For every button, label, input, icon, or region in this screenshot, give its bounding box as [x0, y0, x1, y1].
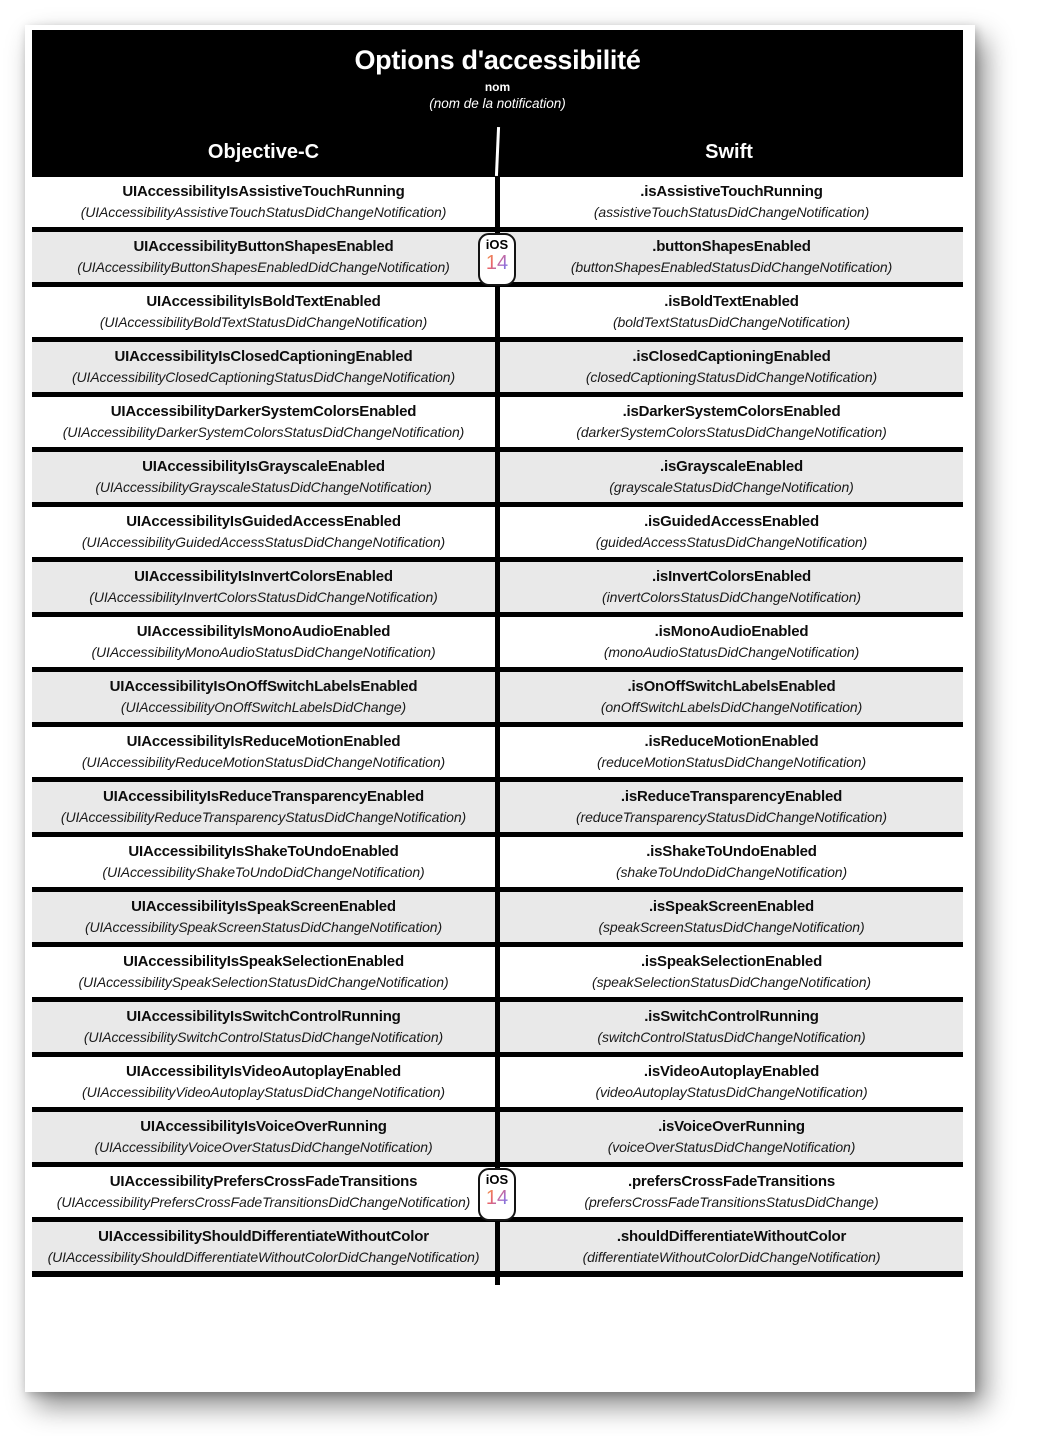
swift-api-name: .isVideoAutoplayEnabled — [643, 1063, 820, 1081]
swift-cell — [500, 617, 963, 667]
swift-api-name: .isSpeakScreenEnabled — [648, 898, 815, 916]
swift-cell — [500, 1167, 963, 1217]
objc-cell — [32, 1222, 495, 1271]
objc-notification-name: (UIAccessibilityVoiceOverStatusDidChangeNotification) — [94, 1139, 433, 1156]
ios-badge-version-label: 14 — [485, 252, 509, 275]
swift-cell — [500, 1057, 963, 1107]
swift-notification-name: (darkerSystemColorsStatusDidChangeNotification) — [576, 424, 887, 441]
objc-cell — [32, 947, 495, 997]
swift-notification-name: (guidedAccessStatusDidChangeNotification) — [595, 534, 868, 551]
objc-notification-name: (UIAccessibilityGrayscaleStatusDidChangeNotification) — [95, 479, 432, 496]
objc-cell — [32, 837, 495, 887]
swift-cell — [500, 562, 963, 612]
objc-notification-name: (UIAccessibilityMonoAudioStatusDidChangeNotification) — [91, 644, 436, 661]
objc-cell — [32, 1112, 495, 1162]
objc-notification-name: (UIAccessibilityGuidedAccessStatusDidChangeNotification) — [81, 534, 446, 551]
document-page — [25, 25, 975, 1392]
accessibility-options-table — [32, 30, 963, 1277]
objc-cell — [32, 342, 495, 392]
objc-api-name: UIAccessibilityIsVoiceOverRunning — [140, 1118, 387, 1136]
swift-api-name: .isMonoAudioEnabled — [654, 623, 809, 641]
swift-cell — [500, 397, 963, 447]
swift-notification-name: (reduceMotionStatusDidChangeNotification) — [596, 754, 867, 771]
swift-notification-name: (differentiateWithoutColorDidChangeNotification) — [582, 1248, 881, 1265]
objc-api-name: UIAccessibilityButtonShapesEnabled — [133, 238, 394, 256]
objc-api-name: UIAccessibilityIsMonoAudioEnabled — [136, 623, 391, 641]
objc-api-name: UIAccessibilityIsReduceTransparencyEnabled — [103, 788, 424, 806]
subtitle-nom: nom — [484, 80, 511, 94]
objc-cell — [32, 232, 495, 282]
objc-api-name: UIAccessibilityIsShakeToUndoEnabled — [128, 843, 399, 861]
swift-cell — [500, 232, 963, 282]
objc-notification-name: (UIAccessibilitySpeakScreenStatusDidChangeNotification) — [84, 919, 443, 936]
objc-api-name: UIAccessibilityIsVideoAutoplayEnabled — [126, 1063, 401, 1081]
objc-cell — [32, 177, 495, 227]
swift-cell — [500, 342, 963, 392]
objc-notification-name: (UIAccessibilityPrefersCrossFadeTransitionsDidChangeNotification) — [56, 1194, 471, 1211]
objc-notification-name: (UIAccessibilityVideoAutoplayStatusDidChangeNotification) — [82, 1084, 445, 1101]
subtitle-notification-note: (nom de la notification) — [429, 96, 566, 111]
objc-cell — [32, 672, 495, 722]
swift-cell — [500, 1112, 963, 1162]
objc-cell — [32, 452, 495, 502]
objc-api-name: UIAccessibilityIsGrayscaleEnabled — [142, 458, 385, 476]
objc-cell — [32, 507, 495, 557]
objc-notification-name: (UIAccessibilityClosedCaptioningStatusDidChangeNotification) — [71, 369, 456, 386]
swift-api-name: .isBoldTextEnabled — [664, 293, 799, 311]
objc-cell — [32, 562, 495, 612]
table-body — [32, 177, 963, 1277]
swift-cell — [500, 892, 963, 942]
objc-api-name: UIAccessibilityIsSpeakScreenEnabled — [131, 898, 396, 916]
objc-notification-name: (UIAccessibilityButtonShapesEnabledDidChangeNotification) — [77, 259, 450, 276]
swift-notification-name: (assistiveTouchStatusDidChangeNotification) — [593, 204, 870, 221]
swift-cell — [500, 507, 963, 557]
objc-api-name: UIAccessibilityIsBoldTextEnabled — [146, 293, 381, 311]
column-divider-line — [495, 177, 500, 1285]
table-header — [32, 30, 963, 177]
swift-api-name: .isSwitchControlRunning — [644, 1008, 819, 1026]
objc-notification-name: (UIAccessibilityReduceMotionStatusDidChangeNotification) — [81, 754, 446, 771]
swift-api-name: .isReduceTransparencyEnabled — [620, 788, 843, 806]
swift-cell — [500, 837, 963, 887]
swift-api-name: .isGrayscaleEnabled — [660, 458, 803, 476]
ios14-badge — [478, 1168, 516, 1221]
objc-api-name: UIAccessibilityIsAssistiveTouchRunning — [122, 183, 405, 201]
ios-badge-version-label: 14 — [485, 1187, 509, 1210]
objc-notification-name: (UIAccessibilitySpeakSelectionStatusDidChangeNotification) — [78, 974, 449, 991]
column-header-swift: Swift — [705, 140, 753, 163]
objc-cell — [32, 892, 495, 942]
objc-notification-name: (UIAccessibilityInvertColorsStatusDidChangeNotification) — [89, 589, 438, 606]
objc-notification-name: (UIAccessibilityReduceTransparencyStatusDidChangeNotification) — [60, 809, 467, 826]
swift-cell — [500, 1222, 963, 1271]
swift-notification-name: (videoAutoplayStatusDidChangeNotification) — [595, 1084, 868, 1101]
objc-api-name: UIAccessibilityShouldDifferentiateWithoutColor — [98, 1227, 429, 1245]
table-row — [32, 232, 963, 287]
swift-cell — [500, 1002, 963, 1052]
objc-cell — [32, 617, 495, 667]
objc-cell — [32, 397, 495, 447]
table-row — [32, 1167, 963, 1222]
objc-api-name: UIAccessibilityPrefersCrossFadeTransitions — [109, 1173, 418, 1191]
ios-badge-platform-label: iOS — [485, 1172, 509, 1187]
objc-notification-name: (UIAccessibilityBoldTextStatusDidChangeNotification) — [99, 314, 428, 331]
objc-cell — [32, 287, 495, 337]
swift-cell — [500, 947, 963, 997]
swift-api-name: .buttonShapesEnabled — [652, 238, 811, 256]
objc-notification-name: (UIAccessibilityDarkerSystemColorsStatusDidChangeNotification) — [62, 424, 465, 441]
swift-cell — [500, 177, 963, 227]
ios14-badge — [478, 233, 516, 286]
objc-notification-name: (UIAccessibilityOnOffSwitchLabelsDidChange) — [120, 699, 407, 716]
swift-notification-name: (monoAudioStatusDidChangeNotification) — [603, 644, 860, 661]
swift-notification-name: (speakSelectionStatusDidChangeNotification) — [592, 974, 871, 991]
objc-cell — [32, 1167, 495, 1217]
swift-notification-name: (shakeToUndoDidChangeNotification) — [615, 864, 848, 881]
swift-api-name: .isDarkerSystemColorsEnabled — [622, 403, 841, 421]
page-title: Options d'accessibilité — [354, 45, 641, 75]
objc-notification-name: (UIAccessibilityShakeToUndoDidChangeNotification) — [102, 864, 425, 881]
objc-api-name: UIAccessibilityIsOnOffSwitchLabelsEnabled — [109, 678, 418, 696]
column-header-objective-c: Objective-C — [207, 140, 320, 163]
swift-notification-name: (prefersCrossFadeTransitionsStatusDidChange) — [584, 1194, 879, 1211]
swift-notification-name: (buttonShapesEnabledStatusDidChangeNotification) — [570, 259, 893, 276]
objc-cell — [32, 727, 495, 777]
swift-notification-name: (closedCaptioningStatusDidChangeNotification) — [585, 369, 878, 386]
ios-badge-platform-label: iOS — [485, 237, 509, 252]
swift-notification-name: (switchControlStatusDidChangeNotification) — [597, 1029, 866, 1046]
objc-api-name: UIAccessibilityDarkerSystemColorsEnabled — [110, 403, 417, 421]
swift-api-name: .isAssistiveTouchRunning — [640, 183, 823, 201]
objc-cell — [32, 1057, 495, 1107]
swift-notification-name: (invertColorsStatusDidChangeNotification) — [602, 589, 861, 606]
swift-cell — [500, 782, 963, 832]
swift-api-name: .isInvertColorsEnabled — [652, 568, 811, 586]
swift-api-name: .isGuidedAccessEnabled — [644, 513, 819, 531]
swift-api-name: .shouldDifferentiateWithoutColor — [616, 1227, 847, 1245]
objc-cell — [32, 782, 495, 832]
objc-cell — [32, 1002, 495, 1052]
objc-api-name: UIAccessibilityIsReduceMotionEnabled — [126, 733, 401, 751]
objc-notification-name: (UIAccessibilityShouldDifferentiateWithoutColorDidChangeNotification) — [47, 1248, 480, 1265]
swift-api-name: .isSpeakSelectionEnabled — [640, 953, 823, 971]
swift-notification-name: (boldTextStatusDidChangeNotification) — [612, 314, 851, 331]
swift-notification-name: (grayscaleStatusDidChangeNotification) — [609, 479, 854, 496]
swift-api-name: .isShakeToUndoEnabled — [646, 843, 817, 861]
objc-api-name: UIAccessibilityIsClosedCaptioningEnabled — [114, 348, 413, 366]
swift-notification-name: (speakScreenStatusDidChangeNotification) — [598, 919, 865, 936]
swift-api-name: .isClosedCaptioningEnabled — [632, 348, 831, 366]
objc-notification-name: (UIAccessibilityAssistiveTouchStatusDidChangeNotification) — [80, 204, 447, 221]
objc-notification-name: (UIAccessibilitySwitchControlStatusDidChangeNotification) — [83, 1029, 444, 1046]
swift-notification-name: (voiceOverStatusDidChangeNotification) — [607, 1139, 856, 1156]
objc-api-name: UIAccessibilityIsSwitchControlRunning — [126, 1008, 401, 1026]
swift-api-name: .isVoiceOverRunning — [658, 1118, 805, 1136]
swift-cell — [500, 287, 963, 337]
objc-api-name: UIAccessibilityIsInvertColorsEnabled — [134, 568, 393, 586]
swift-notification-name: (onOffSwitchLabelsDidChangeNotification) — [600, 699, 863, 716]
swift-api-name: .isOnOffSwitchLabelsEnabled — [627, 678, 836, 696]
objc-api-name: UIAccessibilityIsSpeakSelectionEnabled — [123, 953, 404, 971]
swift-api-name: .prefersCrossFadeTransitions — [628, 1173, 835, 1191]
objc-api-name: UIAccessibilityIsGuidedAccessEnabled — [126, 513, 401, 531]
swift-api-name: .isReduceMotionEnabled — [644, 733, 819, 751]
swift-cell — [500, 727, 963, 777]
swift-notification-name: (reduceTransparencyStatusDidChangeNotification) — [576, 809, 887, 826]
swift-cell — [500, 452, 963, 502]
swift-cell — [500, 672, 963, 722]
